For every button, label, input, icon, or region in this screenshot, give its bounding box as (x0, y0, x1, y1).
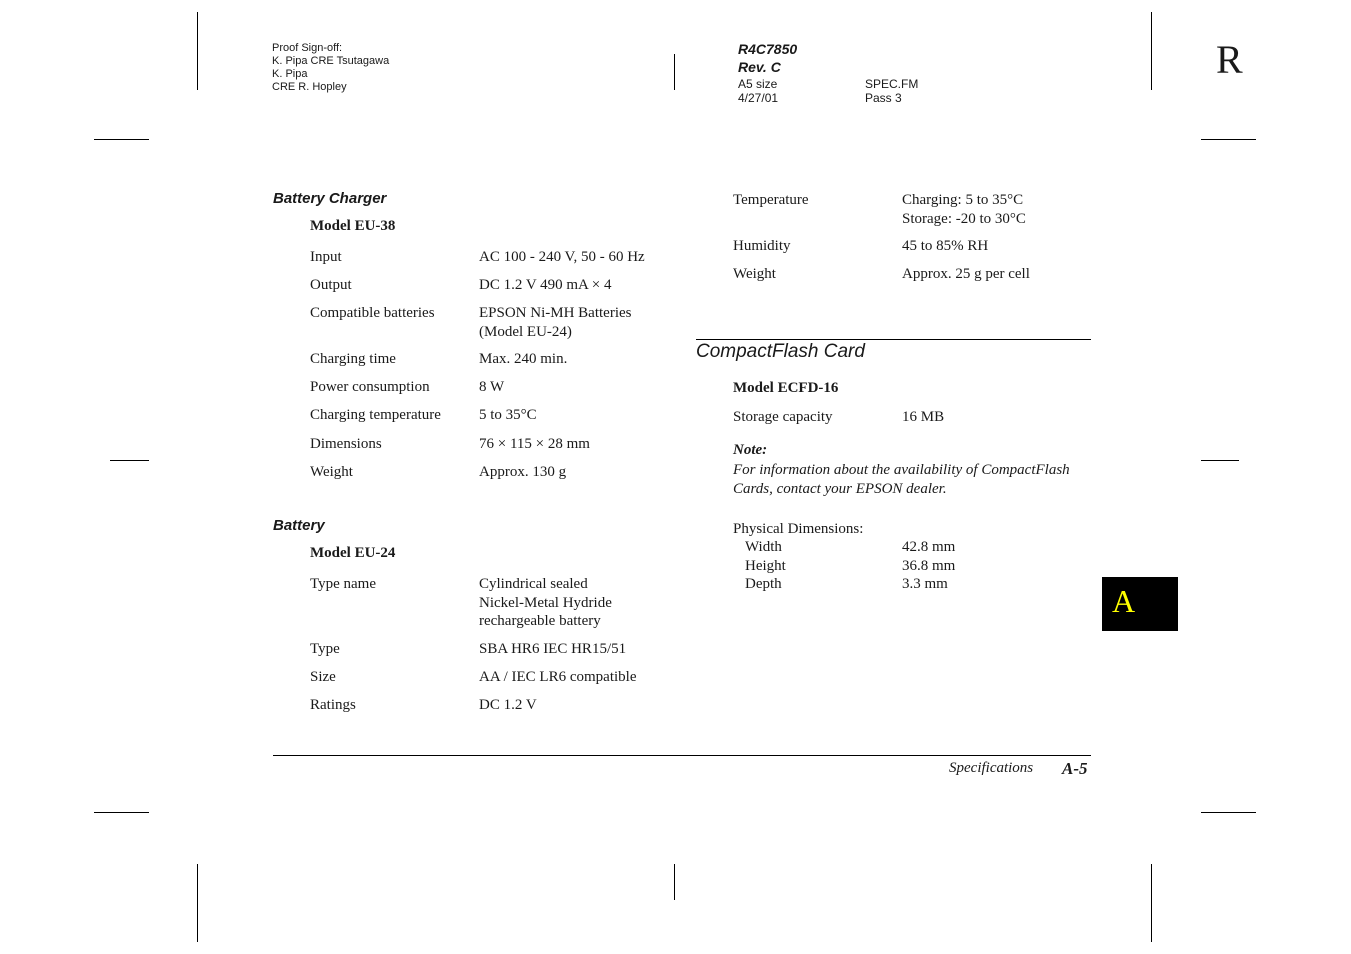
chapter-tab-letter: A (1112, 583, 1136, 619)
proof-line: K. Pipa CRE Tsutagawa (272, 55, 390, 67)
section-title-compactflash: CompactFlash Card (696, 341, 865, 362)
doc-pass: Pass 3 (865, 91, 902, 105)
spec-value: 16 MB (902, 409, 945, 425)
model-label: Model ECFD-16 (733, 380, 839, 396)
spec-label: Ratings (310, 697, 356, 713)
spec-value: EPSON Ni-MH Batteries (Model EU-24) (479, 305, 632, 340)
spec-label: Charging temperature (310, 407, 441, 423)
spec-value: Approx. 130 g (479, 464, 567, 480)
spec-label: Weight (733, 266, 776, 282)
model-label: Model EU-24 (310, 545, 396, 561)
section-title-battery: Battery (273, 517, 325, 534)
spec-value: DC 1.2 V 490 mA × 4 (479, 277, 612, 293)
crop-mark (674, 864, 675, 900)
crop-mark (110, 460, 149, 461)
note-text: For information about the availability of CompactFlash Cards, contact your EPSON dealer. (733, 462, 1070, 497)
note-title: Note: (733, 442, 768, 458)
spec-label: Compatible batteries (310, 305, 435, 321)
spec-label: Humidity (733, 238, 791, 254)
crop-mark (1201, 139, 1256, 140)
crop-mark (197, 12, 198, 90)
doc-id: R4C7850 (738, 41, 798, 57)
spec-label: Dimensions (310, 436, 382, 452)
spec-value: AC 100 - 240 V, 50 - 60 Hz (479, 249, 645, 265)
dimensions-label: Physical Dimensions: (733, 521, 864, 537)
crop-mark (1151, 12, 1152, 90)
model-label: Model EU-38 (310, 218, 396, 234)
doc-size: A5 size (738, 77, 778, 91)
crop-mark (1151, 864, 1152, 942)
spec-label: Output (310, 277, 352, 293)
spec-value: 8 W (479, 379, 505, 395)
doc-rev: Rev. C (738, 59, 781, 75)
proof-signoff (272, 42, 389, 94)
spec-value: Approx. 25 g per cell (902, 266, 1030, 282)
crop-mark (197, 864, 198, 942)
spec-label: Height (745, 558, 786, 574)
spec-label: Weight (310, 464, 353, 480)
spec-value: Charging: 5 to 35°C Storage: -20 to 30°C (902, 192, 1026, 227)
spec-value: Max. 240 min. (479, 351, 568, 367)
spec-value: 36.8 mm (902, 558, 956, 574)
doc-file: SPEC.FM (865, 77, 919, 91)
footer-rule (273, 755, 1091, 756)
spec-value: AA / IEC LR6 compatible (479, 669, 637, 685)
spec-label: Storage capacity (733, 409, 833, 425)
footer-section: Specifications (949, 760, 1034, 776)
proof-line: Proof Sign-off: (272, 42, 343, 54)
spec-value: 42.8 mm (902, 539, 956, 555)
proof-line: CRE R. Hopley (272, 81, 347, 93)
spec-value: 45 to 85% RH (902, 238, 989, 254)
spec-label: Type (310, 641, 340, 657)
spec-label: Width (745, 539, 782, 555)
spec-value: DC 1.2 V (479, 697, 537, 713)
spec-label: Depth (745, 576, 782, 592)
page-number: A-5 (1062, 759, 1088, 778)
crop-mark (1201, 460, 1239, 461)
spec-label: Power consumption (310, 379, 430, 395)
spec-value: 3.3 mm (902, 576, 948, 592)
proof-line: K. Pipa (272, 68, 308, 80)
crop-mark (94, 139, 149, 140)
doc-info (738, 40, 998, 76)
crop-mark (1201, 812, 1256, 813)
corner-mark: R (1216, 37, 1243, 82)
crop-mark (674, 54, 675, 90)
spec-label: Temperature (733, 192, 809, 208)
section-title-battery-charger: Battery Charger (273, 190, 387, 207)
spec-value: SBA HR6 IEC HR15/51 (479, 641, 627, 657)
section-rule (696, 339, 1091, 340)
spec-label: Input (310, 249, 342, 265)
spec-value: 5 to 35°C (479, 407, 537, 423)
chapter-tab (1102, 577, 1178, 631)
doc-date: 4/27/01 (738, 91, 779, 105)
spec-label: Size (310, 669, 336, 685)
spec-label: Charging time (310, 351, 396, 367)
spec-value: 76 × 115 × 28 mm (479, 436, 590, 452)
spec-value: Cylindrical sealed Nickel-Metal Hydride rechargeable battery (479, 576, 612, 629)
crop-mark (94, 812, 149, 813)
spec-label: Type name (310, 576, 377, 592)
